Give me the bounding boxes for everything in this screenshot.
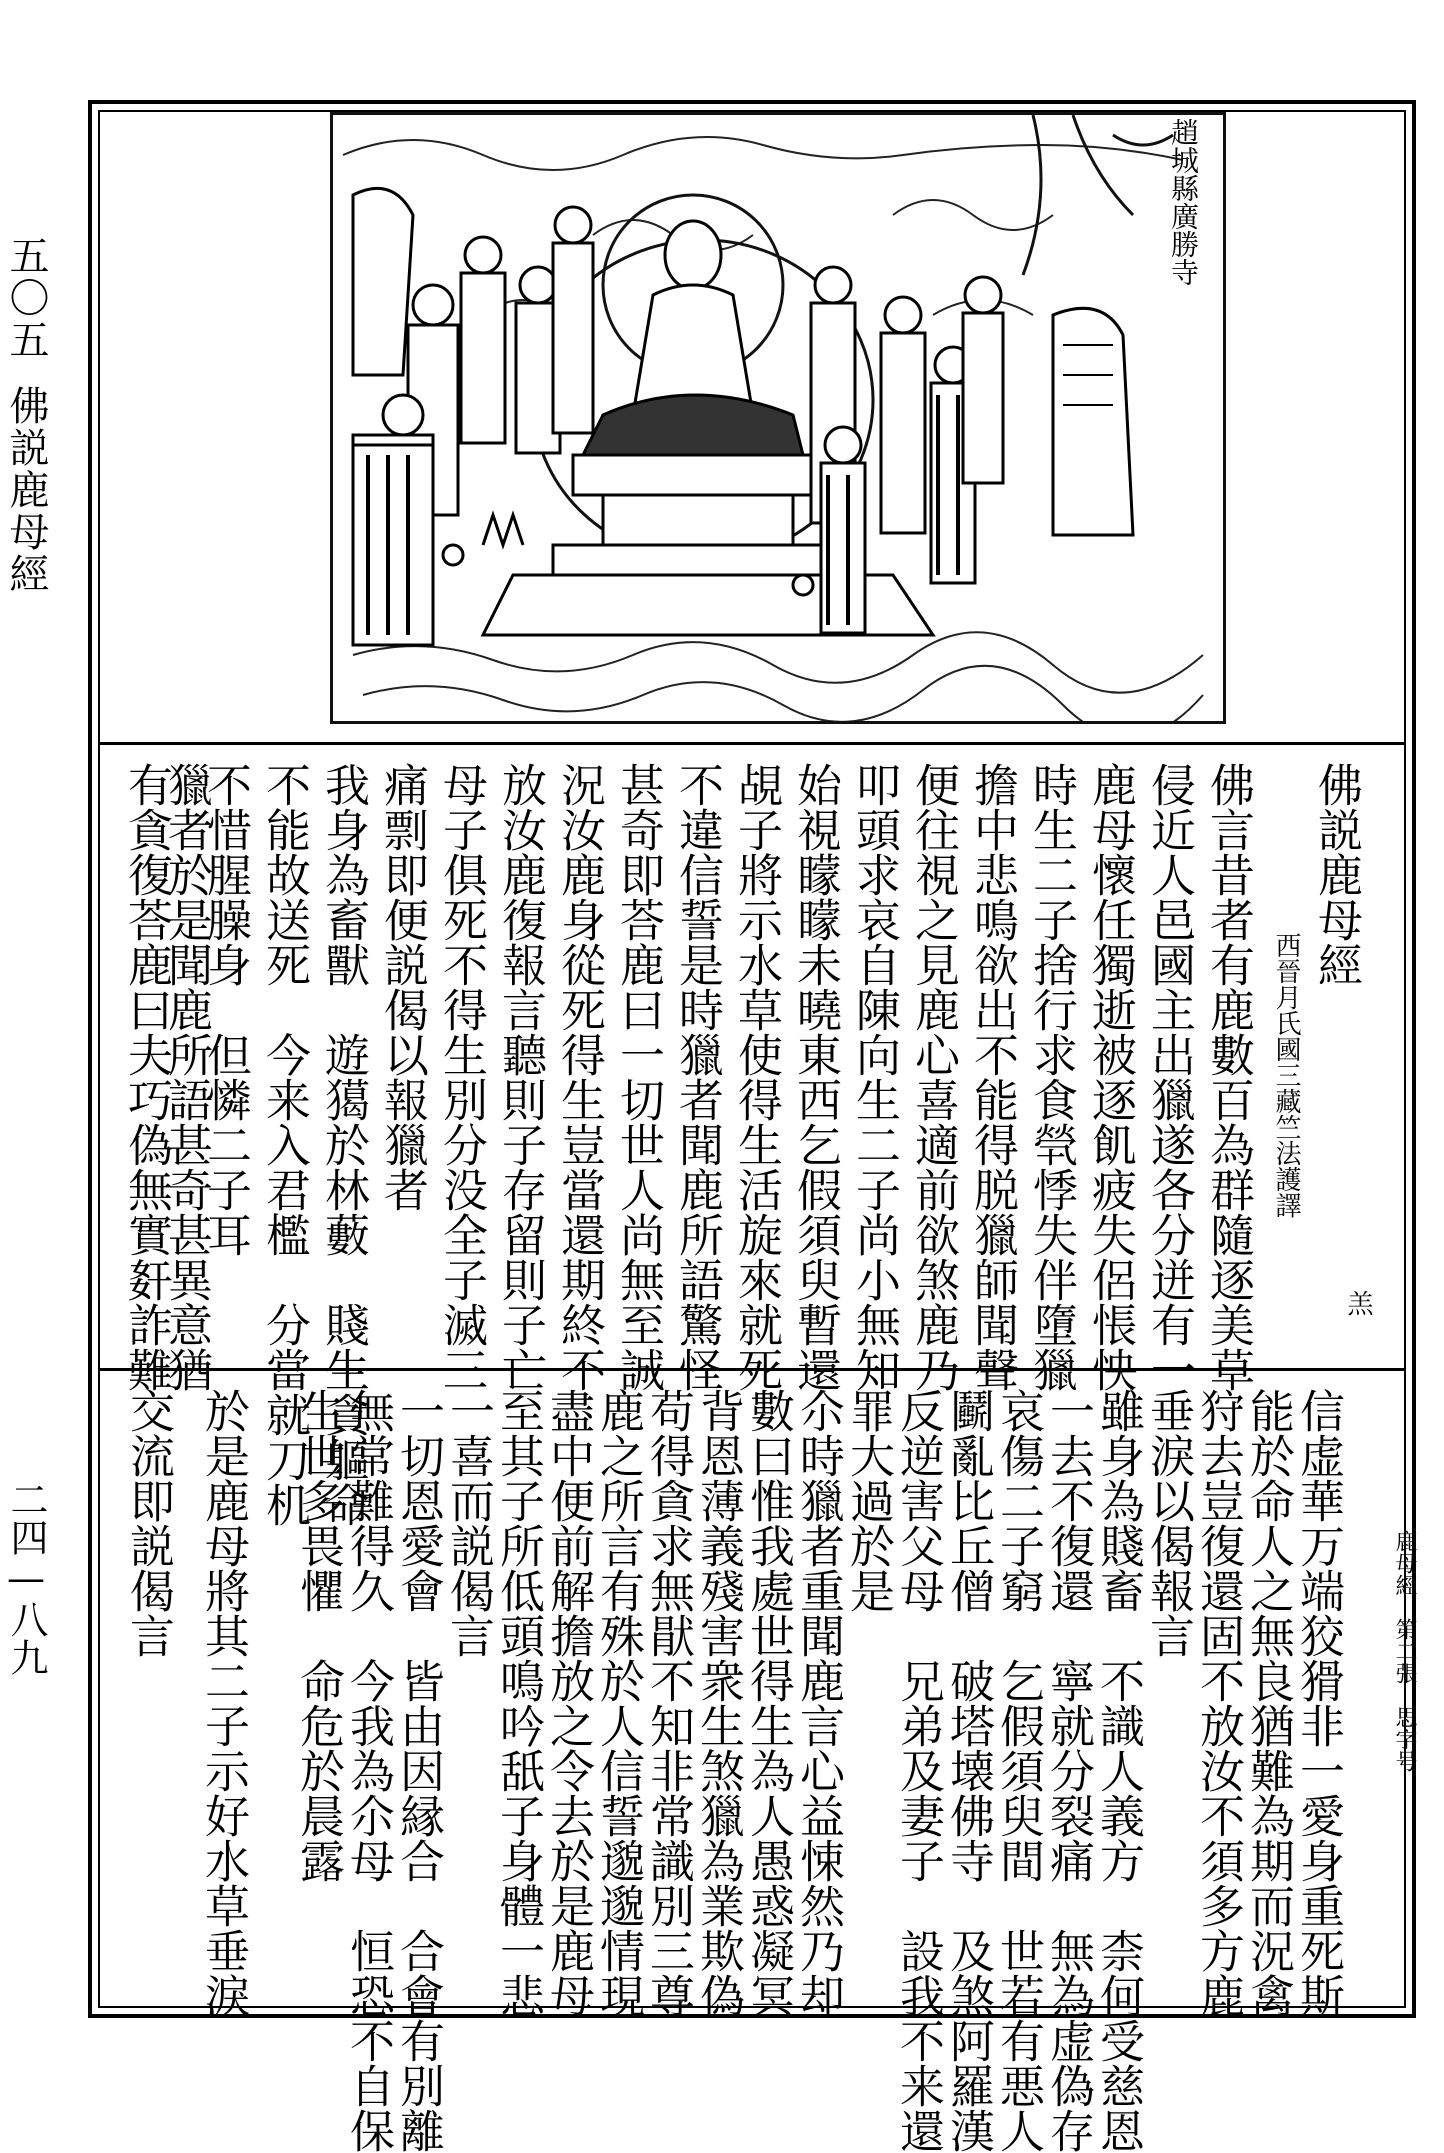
text-column: 狩去豈復還固不放汝不須多方鹿 — [1192, 1388, 1245, 2018]
translator-line: 西晉月氏國三藏竺法護譯 — [1271, 932, 1301, 1218]
margin-sutra-title: 佛説鹿母經 — [3, 385, 49, 595]
margin-page-label — [4, 235, 48, 595]
text-column: 至其子所低頭鳴吟舐子身體一悲 — [492, 1388, 545, 2018]
text-column: 放汝鹿復報言聽則子存留則子亡 — [494, 762, 547, 1392]
verse-column: 罪大過於是 — [842, 1388, 895, 1613]
text-column: 背恩薄義殘害衆生煞獵為業欺偽 — [692, 1388, 745, 2018]
text-column: 擔中悲鳴欲出不能得脱獵師聞聲 — [966, 762, 1019, 1392]
text-column: 始視矇矇未曉東西乞假須臾暫還 — [789, 762, 842, 1392]
text-column: 鹿母懷任獨逝被逐飢疲失侶悵怏 — [1084, 762, 1137, 1392]
text-column: 盡中便前解擔放之令去於是鹿母 — [542, 1388, 595, 2018]
buddha-assembly-illustration — [333, 115, 1223, 721]
text-column: 況汝鹿身從死得生豈當還期終不 — [553, 762, 606, 1392]
verse-column: 不惜腥臊身 但憐二子耳 — [199, 762, 252, 1257]
title-mark: 羔 — [1343, 1290, 1373, 1316]
text-column: 尒時獵者重聞鹿言心益悚然乃却 — [792, 1388, 845, 2018]
text-column: 垂淚以偈報言 — [1142, 1388, 1195, 1658]
verse-column: 我身為畜獸 遊獦於林藪 賤生貪軀命 — [317, 762, 370, 1527]
text-column: 獵者於是聞鹿所語甚奇甚異意猶 — [160, 762, 213, 1392]
verse-column: 不能故送死 今来入君檻 分當就刀机 — [258, 762, 311, 1527]
text-column: 侵近人邑國主出獵遂各分迸有一 — [1143, 762, 1196, 1392]
illustration-caption: 趙城縣廣勝寺 — [1167, 118, 1200, 286]
section-divider-top — [100, 742, 1404, 745]
frontispiece-illustration — [330, 112, 1226, 724]
text-column: 母子俱死不得生別分没全子滅三 — [435, 762, 488, 1392]
text-column: 於是鹿母將其二子示好水草垂淚 — [197, 1388, 250, 2018]
text-column: 便往視之見鹿心喜適前欲煞鹿乃 — [907, 762, 960, 1392]
text-column: 交流即説偈言 — [122, 1388, 175, 1658]
verse-column: 反逆害父母 兄弟及妻子 設我不来還 — [892, 1388, 945, 2153]
folio-side-label: 鹿母經 第二張 思字号 — [1392, 1530, 1417, 1772]
text-column: 一喜而説偈言 — [442, 1388, 495, 1658]
text-column: 時生二子捨行求食煢悸失伴墮獵 — [1025, 762, 1078, 1392]
text-column: 覘子將示水草使得生活旋來就死 — [730, 762, 783, 1392]
verse-column: 鬬亂比丘僧 破塔壊佛寺 及煞阿羅漢 — [942, 1388, 995, 2153]
text-column: 鹿之所言有殊於人信誓邈邈情現 — [592, 1388, 645, 2018]
text-column: 苟得貪求無猒不知非常識別三尊 — [642, 1388, 695, 2018]
sutra-title: 佛説鹿母經 — [1310, 762, 1363, 987]
margin-page-number: 二四—八九 — [4, 1480, 48, 1676]
text-column: 佛言昔者有鹿數百為群隨逐美草 — [1202, 762, 1255, 1392]
verse-column: 一去不復還 寧就分裂痛 無為虚偽存 — [1042, 1388, 1095, 2153]
verse-column: 一切恩愛會 皆由因縁合 合會有別離 — [392, 1388, 445, 2153]
text-column: 有貪復荅鹿曰夫巧偽無實姧詐難 — [120, 762, 173, 1392]
text-column: 叩頭求哀自陳向生二子尚小無知 — [848, 762, 901, 1392]
verse-column: 雖身為賤畜 不識人義方 柰何受慈恩 — [1092, 1388, 1145, 2153]
text-column: 痛剽即便説偈以報獵者 — [376, 762, 429, 1212]
verse-column: 無常難得久 今我為尒母 恒恐不自保 — [342, 1388, 395, 2153]
verse-column: 生世多畏懼 命危於晨露 — [292, 1388, 345, 1883]
text-column: 不違信誓是時獵者聞鹿所語驚怪 — [671, 762, 724, 1392]
text-column: 甚奇即荅鹿曰一切世人尚無至誠 — [612, 762, 665, 1392]
margin-volume: 五〇五 — [3, 235, 49, 361]
text-column: 信虚華万端狡猾非一愛身重死斯 — [1292, 1388, 1345, 2018]
text-column: 數曰惟我處世得生為人愚惑凝冥 — [742, 1388, 795, 2018]
verse-column: 哀傷二子窮 乞假須臾間 世若有悪人 — [992, 1388, 1045, 2153]
text-column: 能於命人之無良猶難為期而況禽 — [1242, 1388, 1295, 2018]
